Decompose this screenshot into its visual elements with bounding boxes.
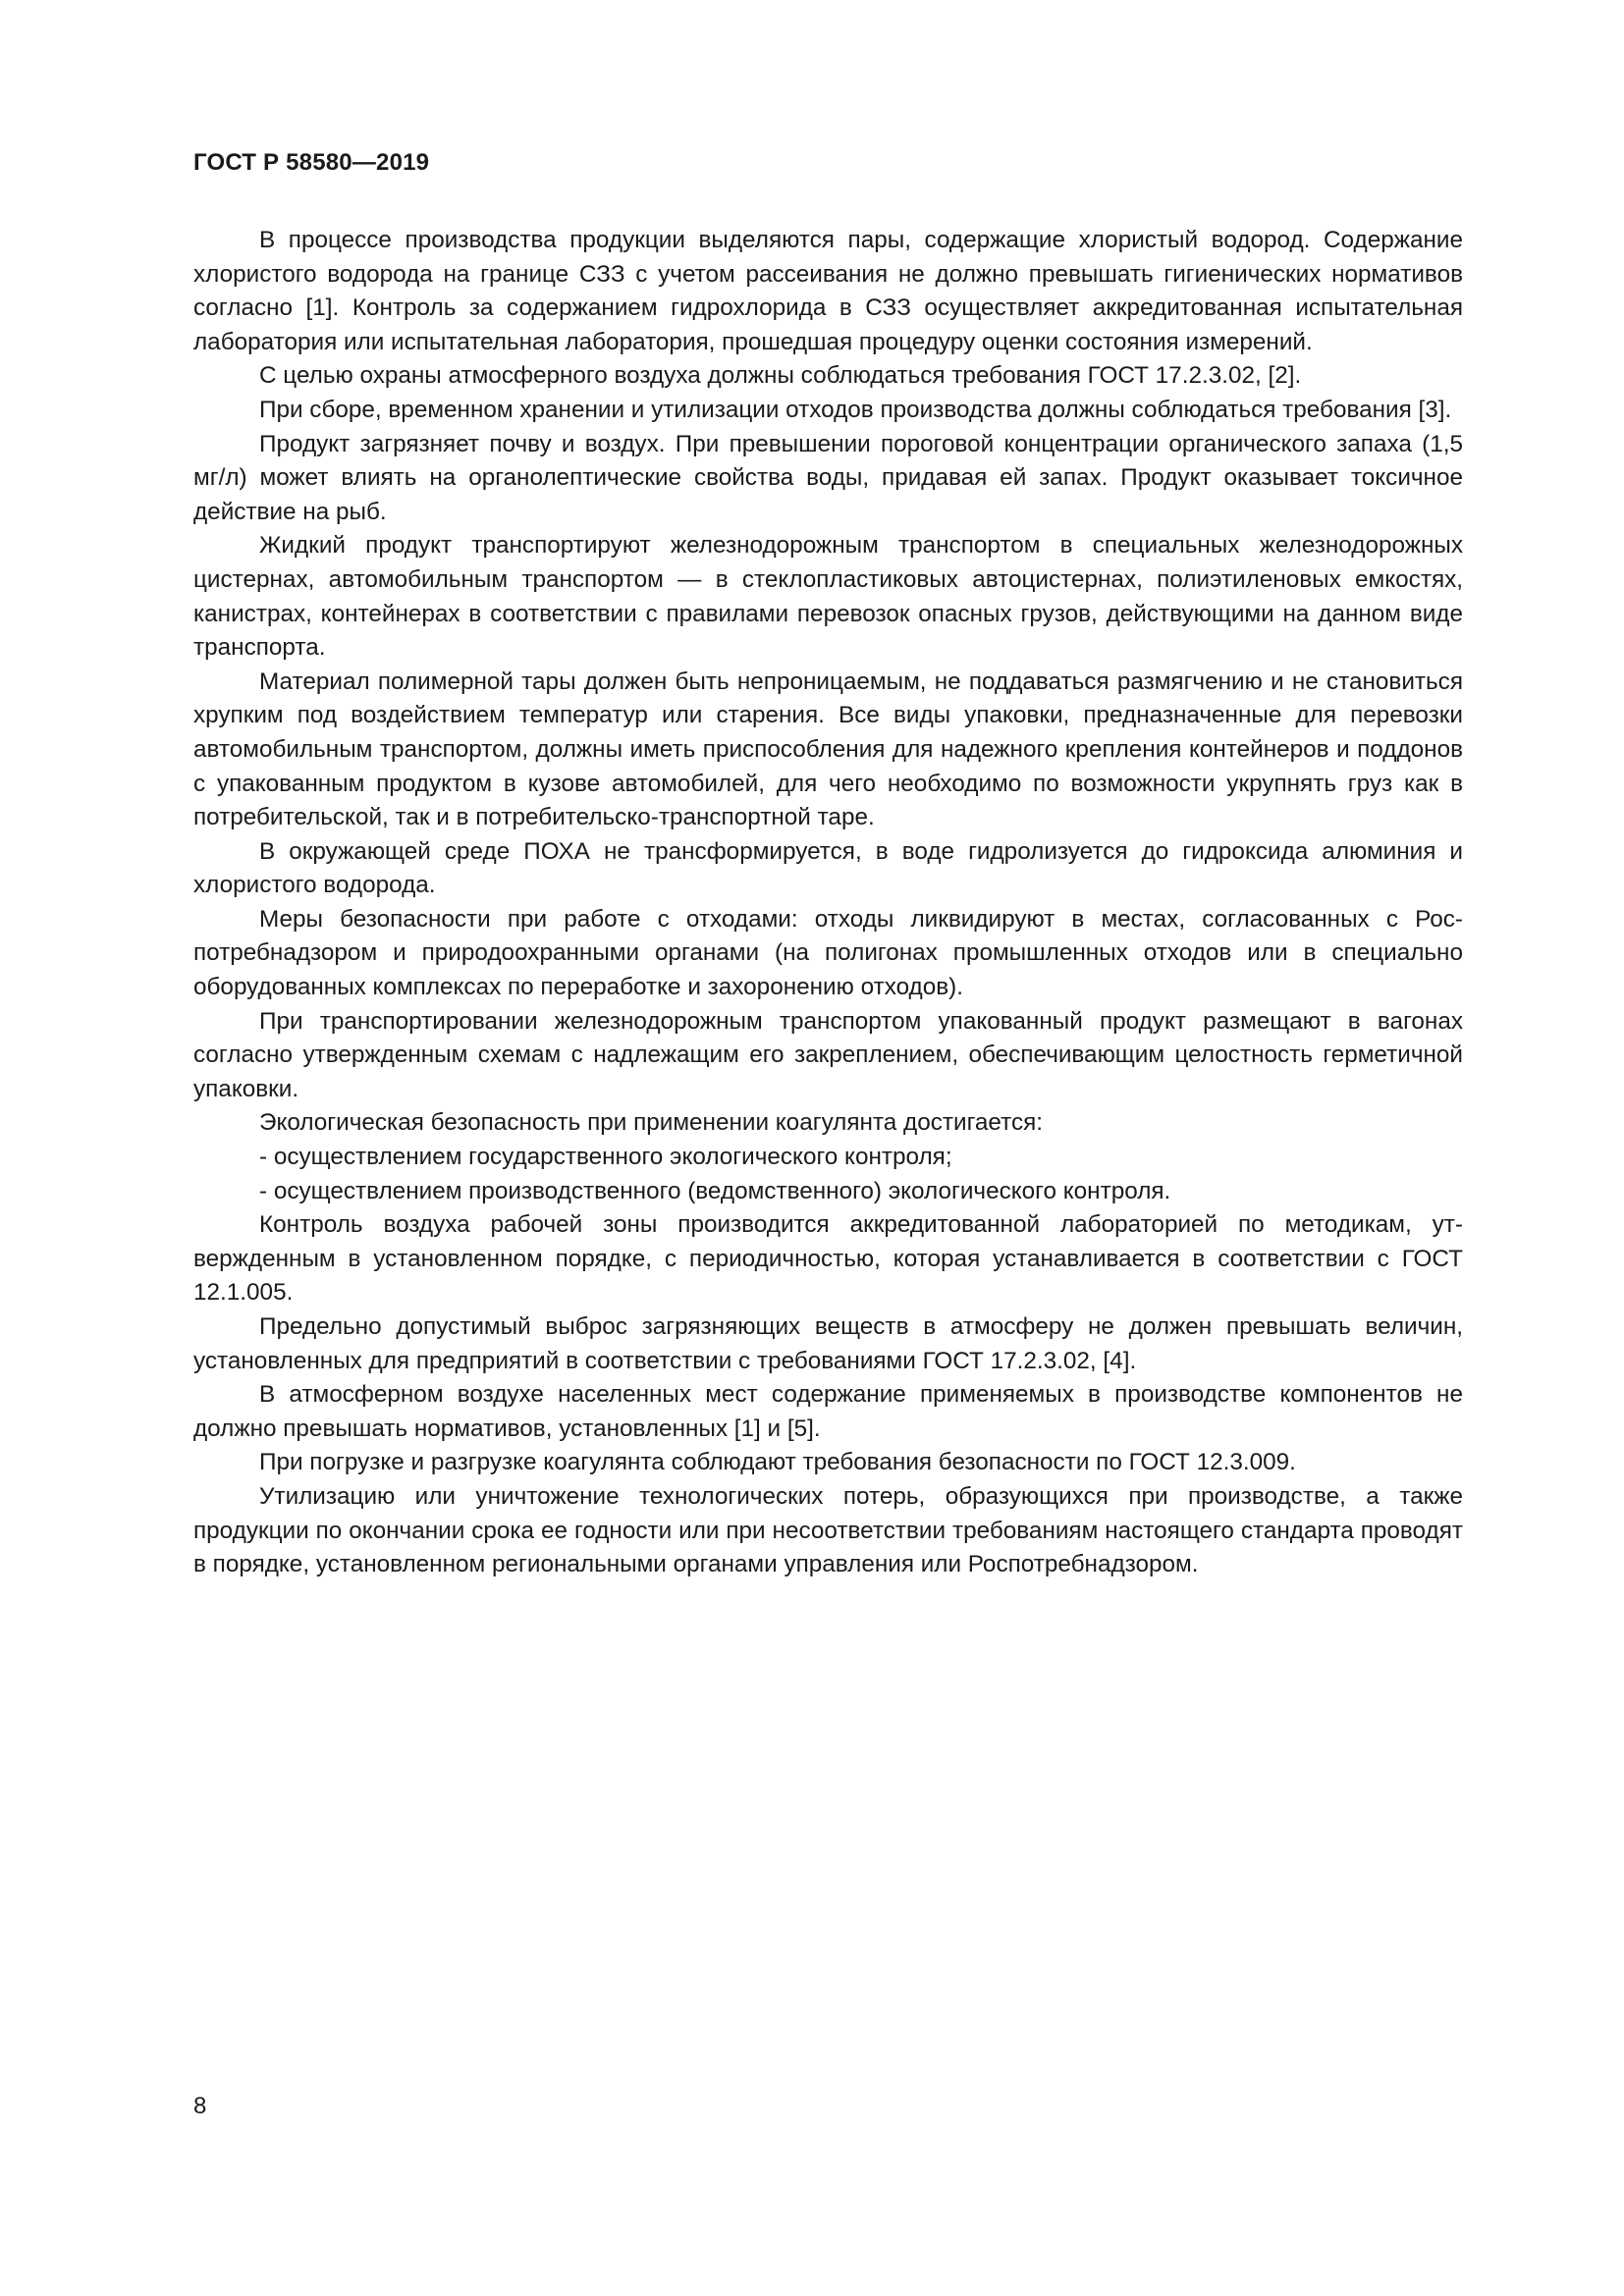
list-item: - осуществлением производственного (ведомственного) экологического контроля. — [259, 1177, 1171, 1204]
paragraph: В процессе производства продукции выделяются пары, содержащие хлористый водород. Содержание хлористого водорода на границе СЗЗ с учетом рассеивания не должно превышать гигиенических нормативов согласно [1]. Контроль за содержанием гидрохлорида в СЗЗ осуществляет аккредитованная испытательная лаборатория или испытательная лаборатория, прошедшая процедуру оценки состояния измерений. — [193, 227, 1463, 355]
paragraph: С целью охраны атмосферного воздуха должны соблюдаться требования ГОСТ 17.2.3.02, [2]. — [259, 362, 1302, 390]
paragraph: Экологическая безопасность при применении коагулянта достигается: — [259, 1109, 1044, 1137]
list-item: - осуществлением государственного экологического контроля; — [259, 1144, 952, 1171]
paragraph: Меры безопасности при работе с отходами: отходы ликвидируют в местах, согласованных с Роспотребнадзором и природоохранными органами (на полигонах промышленных отходов или в специально оборудованных комплексах по переработке и захоронению отходов). — [193, 905, 1463, 1001]
paragraph: Утилизацию или уничтожение технологических потерь, образующихся при производстве, а также продукции по окончании срока ее годности или при несоответствии требованиям настоящего стандарта проводят в порядке, установленном региональными органами управления или Роспотребнадзором. — [193, 1482, 1463, 1578]
page-number: 8 — [193, 2093, 207, 2119]
paragraph: В окружающей среде ПОХА не трансформируется, в воде гидролизуется до гидроксида алюминия и хлористого водорода. — [193, 837, 1463, 899]
paragraph: При сборе, временном хранении и утилизации отходов производства должны соблюдаться требования [3]. — [259, 396, 1452, 423]
paragraph: При погрузке и разгрузке коагулянта соблюдают требования безопасности по ГОСТ 12.3.009. — [259, 1449, 1296, 1476]
paragraph: Предельно допустимый выброс загрязняющих веществ в атмосферу не должен превышать величин, установленных для предприятий в соответствии с требованиями ГОСТ 17.2.3.02, [4]. — [193, 1313, 1463, 1374]
paragraph: Продукт загрязняет почву и воздух. При превышении пороговой концентрации органического запаха (1,5 мг/л) может влиять на органолептические свойства воды, придавая ей запах. Продукт оказывает токсичное действие на рыб. — [193, 430, 1463, 525]
document-body — [193, 224, 1463, 1582]
paragraph: Контроль воздуха рабочей зоны производится аккредитованной лабораторией по методикам, утвержденным в установленном порядке, с периодичностью, которая устанавливается в соответствии с ГОСТ 12.1.005. — [193, 1211, 1463, 1307]
paragraph: При транспортировании железнодорожным транспортом упакованный продукт размещают в вагонах согласно утвержденным схемам с надлежащим его закреплением, обеспечивающим целостность герметичной упаковки. — [193, 1007, 1463, 1102]
paragraph: В атмосферном воздухе населенных мест содержание применяемых в производстве компонентов не должно превышать нормативов, установленных [1] и [5]. — [193, 1381, 1463, 1442]
paragraph: Материал полимерной тары должен быть непроницаемым, не поддаваться размягчению и не становиться хрупким под воздействием температур или старения. Все виды упаковки, предназначенные для перевозки автомобильным транспортом, должны иметь приспособления для надежного крепления контейнеров и поддонов с упакованным продуктом в кузове автомобилей, для чего необходимо по возможности укрупнять груз как в потребительской, так и в потребительско-транспортной таре. — [193, 667, 1463, 831]
paragraph: Жидкий продукт транспортируют железнодорожным транспортом в специальных железнодорожных цистернах, автомобильным транспортом — в стеклопластиковых автоцистернах, полиэтиленовых емкостях, канистрах, контейнерах в соответствии с правилами перевозок опасных грузов, действующими на данном виде транспорта. — [193, 532, 1463, 662]
document-header: ГОСТ Р 58580—2019 — [193, 149, 430, 176]
